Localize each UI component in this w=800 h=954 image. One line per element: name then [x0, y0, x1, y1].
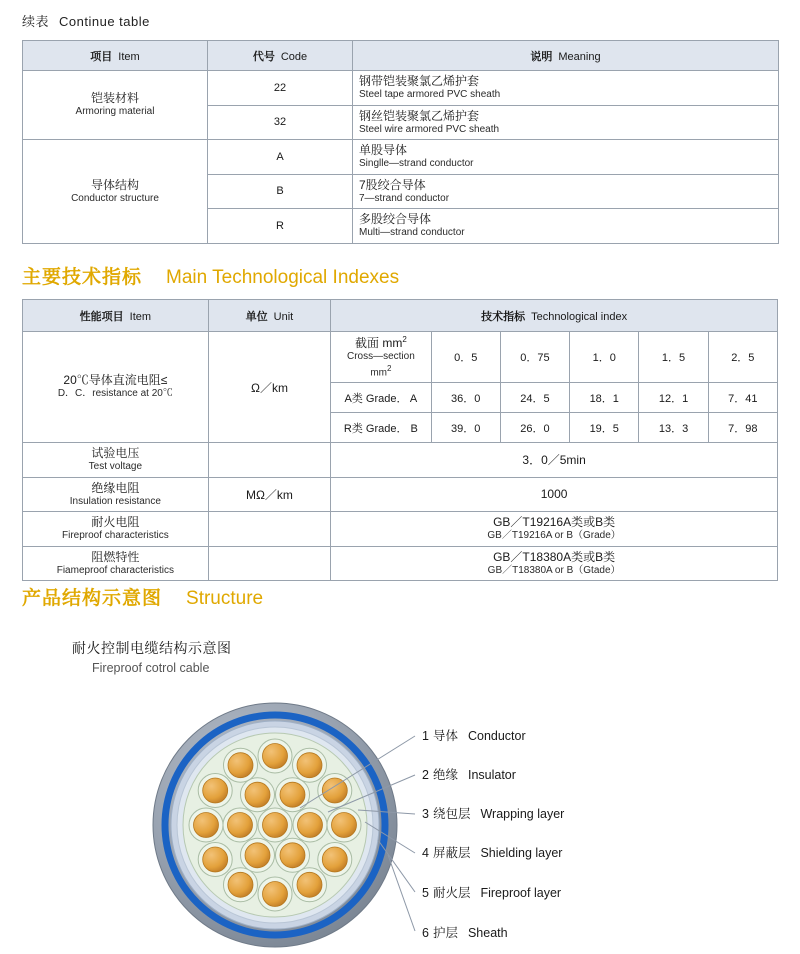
group-label-conductor: 导体结构 Conductor structure — [23, 140, 208, 244]
continue-table-label-en: Continue table — [59, 14, 150, 29]
section-heading-main-index — [22, 262, 399, 289]
table-row — [23, 71, 779, 106]
value-cell: 1000 — [331, 477, 778, 512]
grade-b-value: 13．3 — [639, 413, 708, 443]
table-row — [23, 443, 778, 478]
legend-item-insulator: 2 绝缘 Insulator — [422, 768, 516, 782]
grade-a-value: 24．5 — [500, 383, 569, 413]
unit-cell — [208, 546, 330, 581]
grade-b-value: 26．0 — [500, 413, 569, 443]
group-label-armoring: 铠装材料 Armoring material — [23, 71, 208, 140]
section-heading-cn: 产品结构示意图 — [22, 588, 163, 609]
code-cell: 32 — [208, 105, 353, 140]
section-heading-structure — [22, 583, 263, 610]
unit-cell — [208, 443, 330, 478]
value-cell: GB／T18380A类或B类 GB／T18380A or B（Gtade） — [331, 546, 778, 581]
table-header-row — [23, 300, 778, 332]
header-item — [23, 41, 208, 71]
legend-item-conductor: 1 导体 Conductor — [422, 729, 526, 743]
structure-title-cn: 耐火控制电缆结构示意图 — [72, 640, 232, 656]
grade-a-value: 7．41 — [708, 383, 777, 413]
meaning-cell: 单股导体 Singlle—strand conductor — [353, 140, 779, 175]
legend-item-wrapping-layer: 3 绕包层 Wrapping layer — [422, 807, 565, 821]
cross-section-value: 0．75 — [500, 332, 569, 383]
header-code-en: Code — [280, 50, 308, 63]
continue-table-label — [22, 11, 150, 30]
header-meaning-en: Meaning — [558, 50, 601, 63]
row-label-fireproof: 耐火电阻 Fireproof characteristics — [23, 512, 209, 547]
header-item-cn: 项目 — [90, 50, 113, 63]
continue-table-label-cn: 续表 — [22, 14, 50, 29]
grade-b-value: 39．0 — [431, 413, 500, 443]
code-cell: R — [208, 209, 353, 244]
unit-cell: Ω／km — [208, 332, 330, 443]
header-unit: 单位 Unit — [208, 300, 330, 332]
meaning-cell: 7股绞合导体 7—strand conductor — [353, 174, 779, 209]
meaning-cell: 钢带铠装聚氯乙烯护套 Steel tape armored PVC sheath — [353, 71, 779, 106]
header-technological-index: 技术指标 Technological index — [331, 300, 778, 332]
main-index-table — [22, 299, 778, 581]
header-meaning-cn: 说明 — [530, 50, 553, 63]
cross-section-value: 2．5 — [708, 332, 777, 383]
grade-a-value: 18．1 — [570, 383, 639, 413]
table-header-row — [23, 41, 779, 71]
section-heading-cn: 主要技术指标 — [22, 267, 143, 288]
grade-b-label: R类 Grade． B — [331, 413, 431, 443]
value-cell: GB／T19216A类或B类 GB／T19216A or B（Grade） — [331, 512, 778, 547]
cross-section-label: 截面 $mm^2$ Cross—section $mm^2$ — [331, 332, 431, 383]
legend-item-shielding-layer: 4 屏蔽层 Shielding layer — [422, 846, 563, 860]
header-code — [208, 41, 353, 71]
cross-section-value: 0．5 — [431, 332, 500, 383]
row-label-insulation-resistance: 绝缘电阻 Insulation resistance — [23, 477, 209, 512]
grade-a-value: 12．1 — [639, 383, 708, 413]
structure-title-en: Fireproof cotrol cable — [92, 661, 210, 675]
cross-section-value: 1．5 — [639, 332, 708, 383]
grade-b-value: 7．98 — [708, 413, 777, 443]
table-row — [23, 477, 778, 512]
unit-cell: MΩ／km — [208, 477, 330, 512]
table-row — [23, 512, 778, 547]
table-row — [23, 140, 779, 175]
header-meaning — [353, 41, 779, 71]
value-cell: 3．0／5min — [331, 443, 778, 478]
table-row — [23, 332, 778, 383]
grade-b-value: 19．5 — [570, 413, 639, 443]
section-heading-en: Structure — [186, 588, 264, 609]
code-cell: B — [208, 174, 353, 209]
unit-cell — [208, 512, 330, 547]
code-cell: 22 — [208, 71, 353, 106]
code-cell: A — [208, 140, 353, 175]
row-label-test-voltage: 试验电压 Test voltage — [23, 443, 209, 478]
meaning-cell: 钢丝铠装聚氯乙烯护套 Steel wire armored PVC sheath — [353, 105, 779, 140]
section-heading-en: Main Technological Indexes — [166, 267, 400, 288]
grade-a-label: A类 Grade． A — [331, 383, 431, 413]
header-code-cn: 代号 — [252, 50, 275, 63]
continue-table — [22, 40, 779, 244]
legend-item-fireproof-layer: 5 耐火层 Fireproof layer — [422, 886, 562, 900]
header-performance-item: 性能项目 Item — [23, 300, 209, 332]
meaning-cell: 多股绞合导体 Multi—strand conductor — [353, 209, 779, 244]
header-item-en: Item — [118, 50, 140, 63]
legend-item-sheath: 6 护层 Sheath — [422, 926, 508, 940]
row-label-flameproof: 阻燃特性 Fiameproof characteristics — [23, 546, 209, 581]
grade-a-value: 36．0 — [431, 383, 500, 413]
table-row — [23, 546, 778, 581]
row-label-dc-resistance: 20℃导体直流电阻≤ D．C．resistance at 20℃ — [23, 332, 209, 443]
cross-section-value: 1．0 — [570, 332, 639, 383]
